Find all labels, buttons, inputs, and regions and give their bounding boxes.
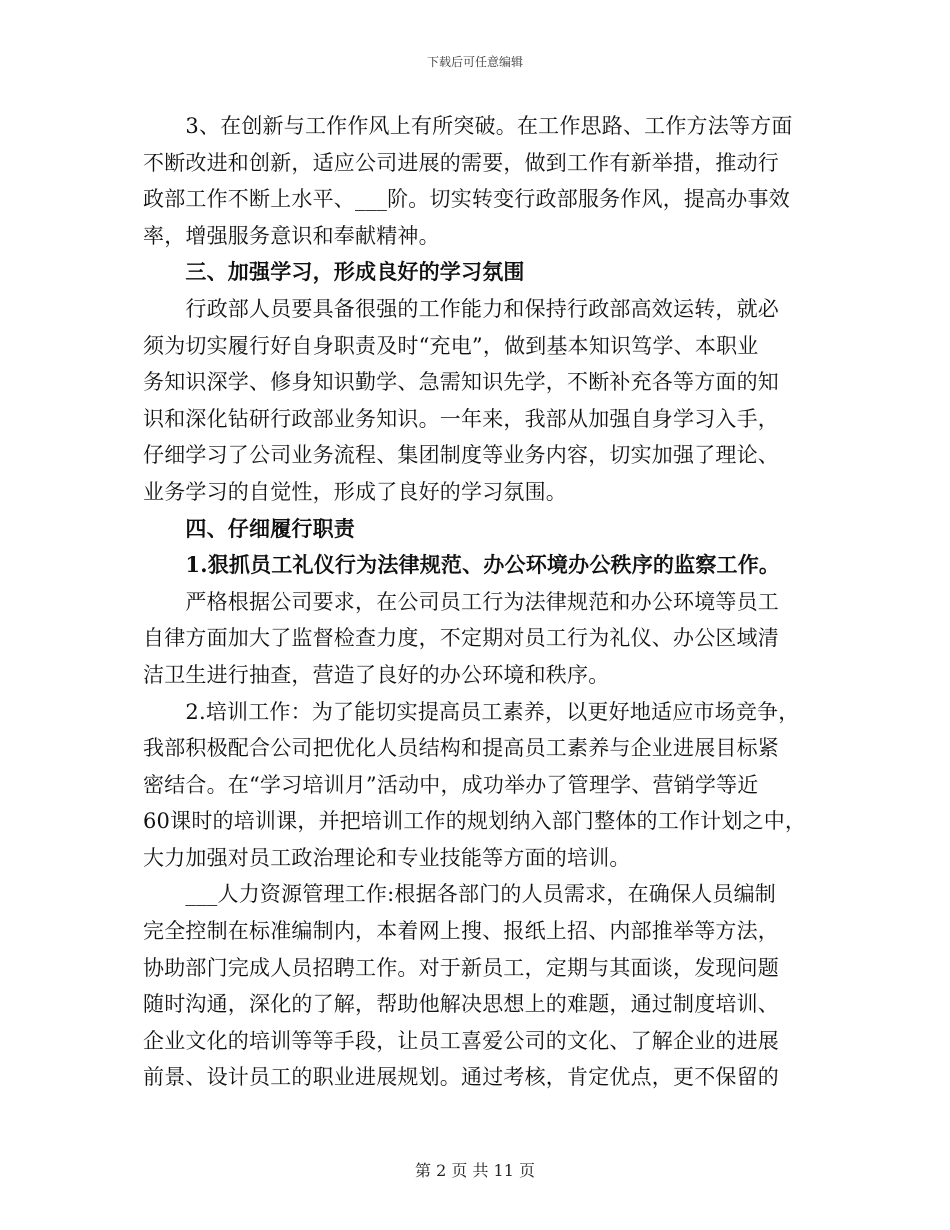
section-heading-line: 三、加强学习，形成良好的学习氛围 [143,259,525,285]
body-text-line: 政部工作不断上水平、___阶。切实转变行政部服务作风，提高办事效 [143,187,790,212]
body-text-line: 前景、设计员工的职业进展规划。通过考核，肯定优点，更不保留的 [143,1065,779,1090]
body-text-line: 60课时的培训课，并把培训工作的规划纳入部门整体的工作计划之中， [143,809,807,834]
body-text-line: 洁卫生进行抽查，营造了良好的办公环境和秩序。 [143,662,610,687]
body-text-line: 完全控制在标准编制内，本着网上搜、报纸上招、内部推举等方法， [143,919,779,944]
body-text-line: 识和深化钻研行政部业务知识。一年来，我部从加强自身学习入手， [143,406,779,431]
body-text-line: 3、在创新与工作作风上有所突破。在工作思路、工作方法等方面 [143,114,793,138]
body-text-line: 2.培训工作：为了能切实提高员工素养，以更好地适应市场竞争， [143,699,800,724]
body-text-line: 须为切实履行好自身职责及时“充电”，做到基本知识笃学、本职业 [143,333,759,358]
body-text-line: 业务学习的自觉性，形成了良好的学习氛围。 [143,479,567,504]
section-heading-line: 四、仔细履行职责 [143,515,355,541]
body-text-line: 大力加强对员工政治理论和专业技能等方面的培训。 [143,845,631,870]
body-text-line: ___人力资源管理工作:根据各部门的人员需求，在确保人员编制 [143,882,776,907]
body-text-line: 自律方面加大了监督检查力度，不定期对员工行为礼仪、办公区域清 [143,626,779,651]
body-text-line: 仔细学习了公司业务流程、集团制度等业务内容，切实加强了理论、 [143,443,779,468]
document-body [143,108,813,1096]
section-heading-line: 1.狠抓员工礼仪行为法律规范、办公环境办公秩序的监察工作。 [143,552,781,578]
body-text-line: 协助部门完成人员招聘工作。对于新员工，定期与其面谈，发现问题 [143,955,779,980]
body-text-line: 行政部人员要具备很强的工作能力和保持行政部高效运转，就必 [143,296,779,321]
body-text-line: 随时沟通，深化的了解，帮助他解决思想上的难题，通过制度培训、 [143,992,779,1017]
body-text-line: 密结合。在“学习培训月”活动中，成功举办了管理学、营销学等近 [143,772,759,797]
header-note: 下载后可任意编辑 [426,55,523,69]
body-text-line: 务知识深学、修身知识勤学、急需知识先学，不断补充各等方面的知 [143,370,779,395]
body-text-line: 率，增强服务意识和奉献精神。 [143,223,440,248]
body-text-line: 企业文化的培训等等手段，让员工喜爱公司的文化、了解企业的进展 [143,1028,779,1053]
body-text-line: 我部积极配合公司把优化人员结构和提高员工素养与企业进展目标紧 [143,736,779,761]
body-text-line: 不断改进和创新，适应公司进展的需要，做到工作有新举措，推动行 [143,150,779,175]
page-indicator: 第 2 页 共 11 页 [415,1161,535,1180]
body-text-line: 严格根据公司要求，在公司员工行为法律规范和办公环境等员工 [143,589,779,614]
